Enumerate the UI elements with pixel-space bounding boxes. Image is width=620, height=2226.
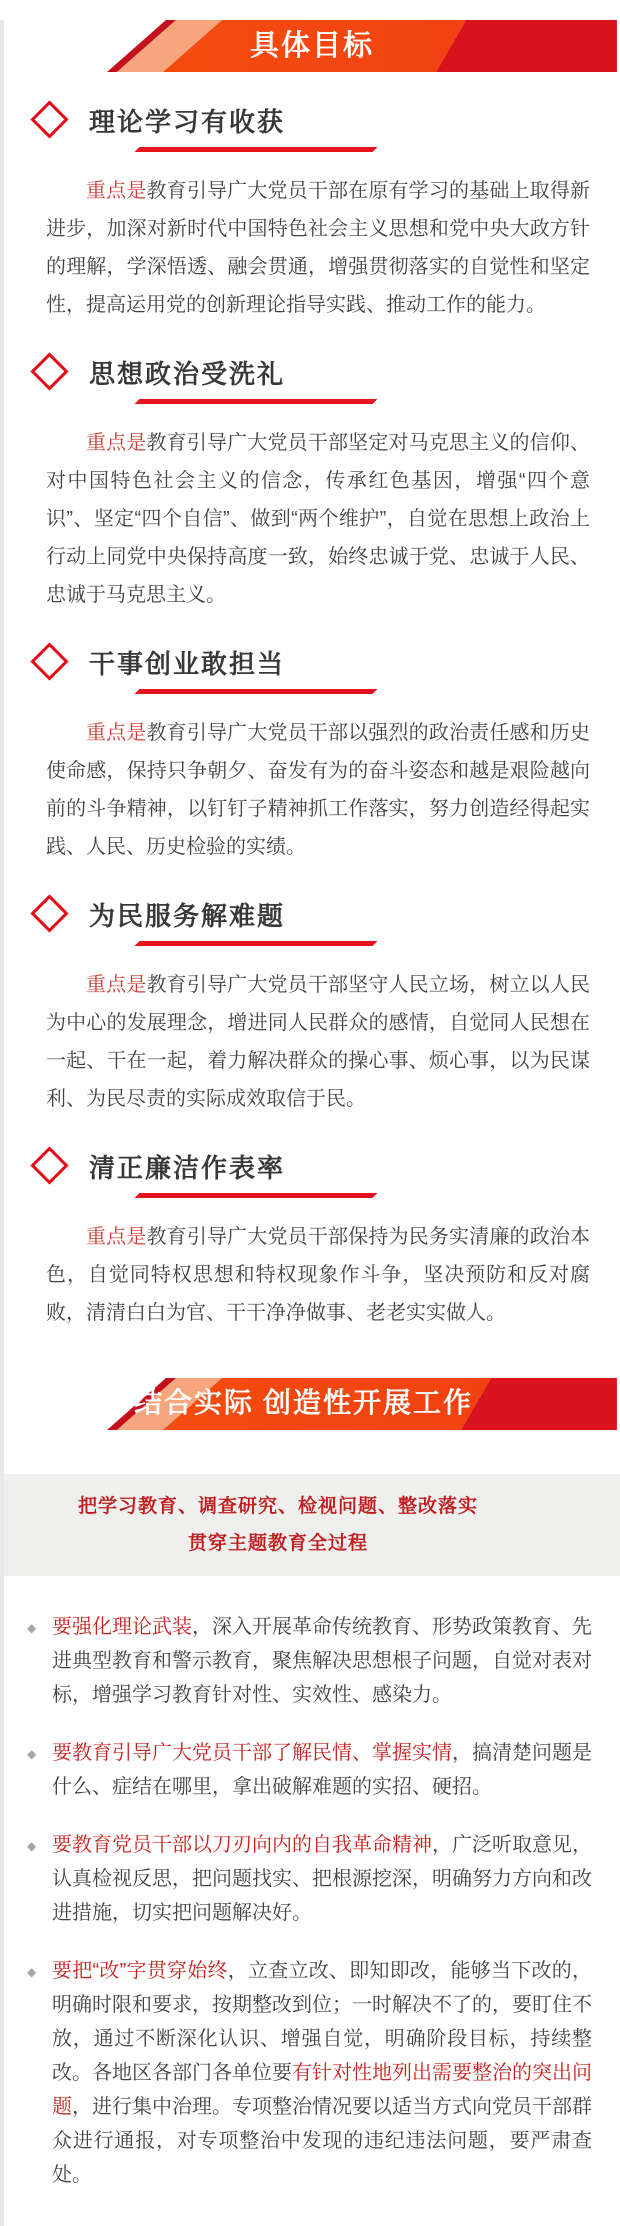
section-serve-people	[4, 896, 620, 1118]
section-heading-row	[4, 644, 620, 694]
practice-banner-title: 结合实际 创造性开展工作	[134, 1388, 474, 1419]
diamond-icon	[30, 100, 68, 138]
heading-underline	[135, 689, 378, 694]
diamond-bullet-icon: ◆	[27, 1621, 37, 1635]
heading-underline	[135, 1193, 378, 1198]
bullet-text: ，广泛听取意见，认真检视反思，把问题找实、把根源挖深，明确努力方向和改进措施，切实把问题解决好。	[52, 1834, 592, 1924]
section-integrity	[4, 1148, 620, 1332]
work-requirements-list	[4, 1610, 620, 2226]
diamond-bullet-icon: ◆	[27, 1839, 37, 1853]
lead-emphasis: 重点是	[86, 1226, 147, 1248]
section-heading-row	[4, 102, 620, 152]
bullet-emphasis: 要强化理论武装	[52, 1616, 192, 1638]
diamond-bullet-icon: ◆	[27, 1965, 37, 1979]
section-heading-row	[4, 896, 620, 946]
paragraph-text: 教育引导广大党员干部在原有学习的基础上取得新进步，加深对新时代中国特色社会主义思想和党中央大政方针的理解，学深悟透、融会贯通，增强贯彻落实的自觉性和坚定性，提高运用党的创新理论指导实践、推动工作的能力。	[46, 180, 590, 316]
goals-banner-title: 具体目标	[249, 30, 374, 62]
list-item	[22, 1736, 592, 1804]
lead-emphasis: 重点是	[86, 722, 147, 744]
theme-education-note-box	[4, 1474, 620, 1576]
list-item	[22, 1828, 592, 1930]
bullet-emphasis: 要把“改”字贯穿始终	[52, 1960, 228, 1982]
list-item	[22, 1610, 592, 1712]
diamond-icon	[30, 352, 68, 390]
section-paragraph	[46, 172, 590, 324]
paragraph-text: 教育引导广大党员干部坚定对马克思主义的信仰、对中国特色社会主义的信念，传承红色基因，增强“四个意识”、坚定“四个自信”、做到“两个维护”，自觉在思想上政治上行动上同党中央保持高度一致，始终忠诚于党、忠诚于人民、忠诚于马克思主义。	[46, 432, 590, 606]
section-heading: 干事创业敢担当	[89, 650, 286, 679]
diamond-icon	[30, 1146, 68, 1184]
paragraph-text: 教育引导广大党员干部坚守人民立场，树立以人民为中心的发展理念，增进同人民群众的感情，自觉同人民想在一起、干在一起，着力解决群众的操心事、烦心事，以为民谋利、为民尽责的实际成效取信于民。	[46, 974, 590, 1110]
section-ideology	[4, 354, 620, 614]
bullet-text: ，搞清楚问题是什么、症结在哪里，拿出破解难题的实招、硬招。	[52, 1742, 592, 1798]
heading-underline	[135, 399, 378, 404]
practice-banner	[4, 1378, 620, 1430]
section-heading: 思想政治受洗礼	[89, 360, 286, 389]
diamond-bullet-icon: ◆	[27, 1747, 37, 1761]
section-heading: 清正廉洁作表率	[89, 1154, 286, 1183]
list-item	[22, 1954, 592, 2192]
lead-emphasis: 重点是	[86, 974, 147, 996]
paragraph-text: 教育引导广大党员干部以强烈的政治责任感和历史使命感，保持只争朝夕、奋发有为的奋斗姿态和越是艰险越向前的斗争精神，以钉钉子精神抓工作落实，努力创造经得起实践、人民、历史检验的实绩。	[46, 722, 590, 858]
bullet-emphasis: 要教育引导广大党员干部了解民情、掌握实情	[52, 1742, 452, 1764]
bullet-emphasis: 有针对性地列出需要整治的突出问题	[52, 2062, 592, 2118]
section-heading-row	[4, 354, 620, 404]
lead-emphasis: 重点是	[86, 180, 147, 202]
note-line-2: 贯穿主题教育全过程	[187, 1533, 368, 1554]
section-heading: 理论学习有收获	[89, 108, 286, 137]
section-heading-row	[4, 1148, 620, 1198]
bullet-text: ，深入开展革命传统教育、形势政策教育、先进典型教育和警示教育，聚焦解决思想根子问题，自觉对表对标，增强学习教育针对性、实效性、感染力。	[52, 1616, 592, 1706]
diamond-icon	[30, 894, 68, 932]
section-paragraph	[46, 966, 590, 1118]
section-paragraph	[46, 1218, 590, 1332]
note-line-1: 把学习教育、调查研究、检视问题、整改落实	[77, 1496, 478, 1517]
lead-emphasis: 重点是	[86, 432, 147, 454]
paragraph-text: 教育引导广大党员干部保持为民务实清廉的政治本色，自觉同特权思想和特权现象作斗争，坚决预防和反对腐败，清清白白为官、干干净净做事、老老实实做人。	[46, 1226, 590, 1324]
heading-underline	[135, 941, 378, 946]
bullet-emphasis: 要教育党员干部以刀刃向内的自我革命精神	[52, 1834, 432, 1856]
section-paragraph	[46, 714, 590, 866]
heading-underline	[135, 147, 378, 152]
goals-banner	[4, 20, 620, 72]
section-heading: 为民服务解难题	[89, 902, 286, 931]
section-theory-study	[4, 102, 620, 324]
section-responsibility	[4, 644, 620, 866]
section-paragraph	[46, 424, 590, 614]
bullet-text: ，立查立改、即知即改，能够当下改的，明确时限和要求，按期整改到位；一时解决不了的，要盯住不放，通过不断深化认识、增强自觉，明确阶段目标，持续整改。各地区各部门各单位要	[52, 1960, 592, 2084]
bullet-text: ，进行集中治理。专项整治情况要以适当方式向党员干部群众进行通报，对专项整治中发现的违纪违法问题，要严肃查处。	[52, 2096, 592, 2186]
diamond-icon	[30, 642, 68, 680]
